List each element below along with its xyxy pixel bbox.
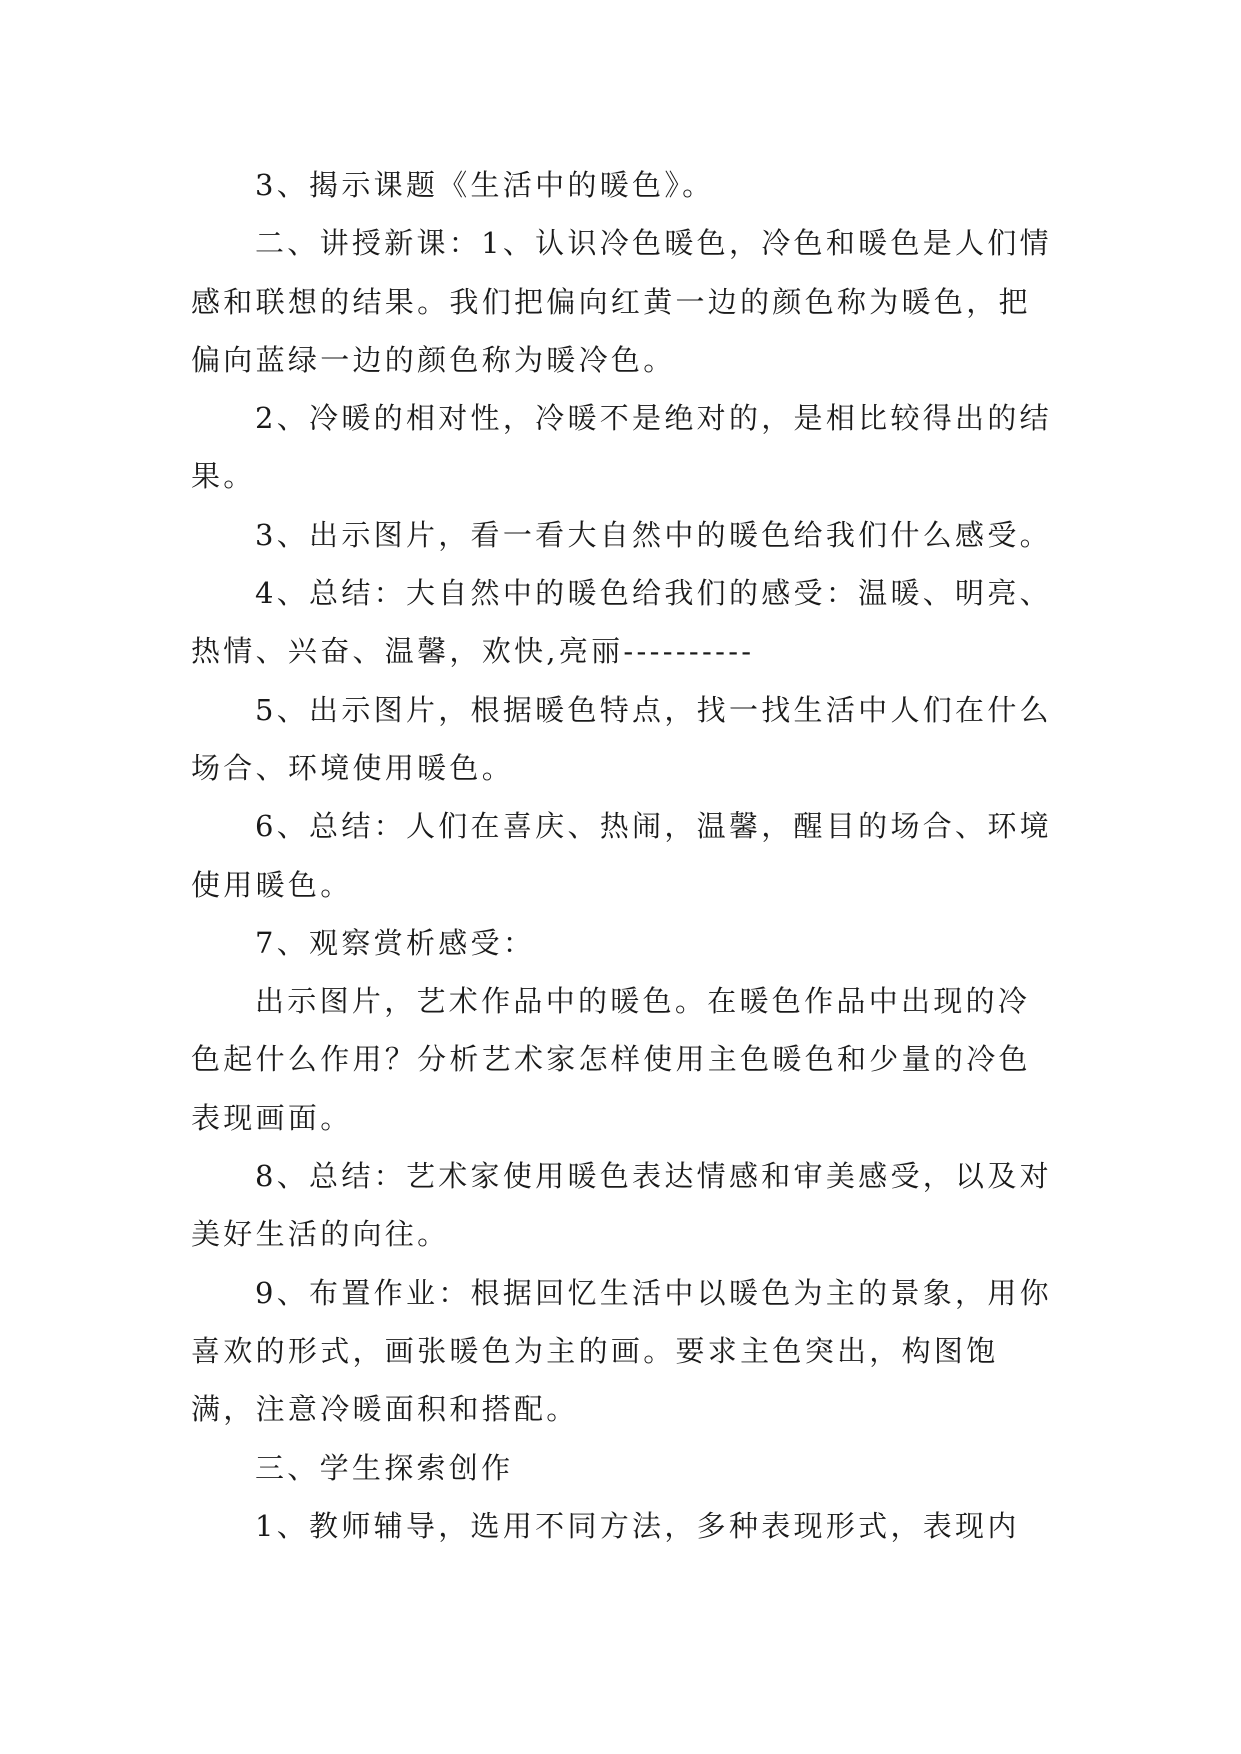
paragraph-life-summary: 6、总结：人们在喜庆、热闹，温馨，醒目的场合、环境使用暖色。 — [191, 809, 1052, 902]
paragraph-show-life-pictures: 5、出示图片，根据暖色特点，找一找生活中人们在什么场合、环境使用暖色。 — [191, 692, 1052, 785]
paragraph-observe-appreciate: 7、观察赏析感受： — [255, 925, 536, 960]
paragraph-relativity: 2、冷暖的相对性，冷暖不是绝对的，是相比较得出的结果。 — [191, 401, 1052, 494]
document-body — [191, 156, 1061, 1555]
paragraph-artwork-pictures: 出示图片，艺术作品中的暖色。在暖色作品中出现的冷色起什么作用？分析艺术家怎样使用主色暖色和少量的冷色表现画面。 — [191, 984, 1031, 1135]
paragraph-nature-summary: 4、总结：大自然中的暖色给我们的感受：温暖、明亮、热情、兴奋、温馨，欢快,亮丽---------- — [191, 576, 1052, 669]
paragraph-new-lesson: 二、讲授新课：1、认识冷色暖色，冷色和暖色是人们情感和联想的结果。我们把偏向红黄一边的颜色称为暖色，把偏向蓝绿一边的颜色称为暖冷色。 — [191, 226, 1052, 377]
paragraph-homework: 9、布置作业：根据回忆生活中以暖色为主的景象，用你喜欢的形式，画张暖色为主的画。要求主色突出，构图饱满，注意冷暖面积和搭配。 — [191, 1275, 1052, 1427]
paragraph-teacher-guidance: 1、教师辅导，选用不同方法，多种表现形式，表现内 — [255, 1508, 1020, 1543]
paragraph-show-nature-pictures: 3、出示图片，看一看大自然中的暖色给我们什么感受。 — [255, 517, 1052, 552]
paragraph-art-summary: 8、总结：艺术家使用暖色表达情感和审美感受，以及对美好生活的向往。 — [191, 1159, 1052, 1252]
paragraph-reveal-topic: 3、揭示课题《生活中的暖色》。 — [255, 168, 715, 202]
paragraph-student-creation: 三、学生探索创作 — [255, 1450, 514, 1485]
